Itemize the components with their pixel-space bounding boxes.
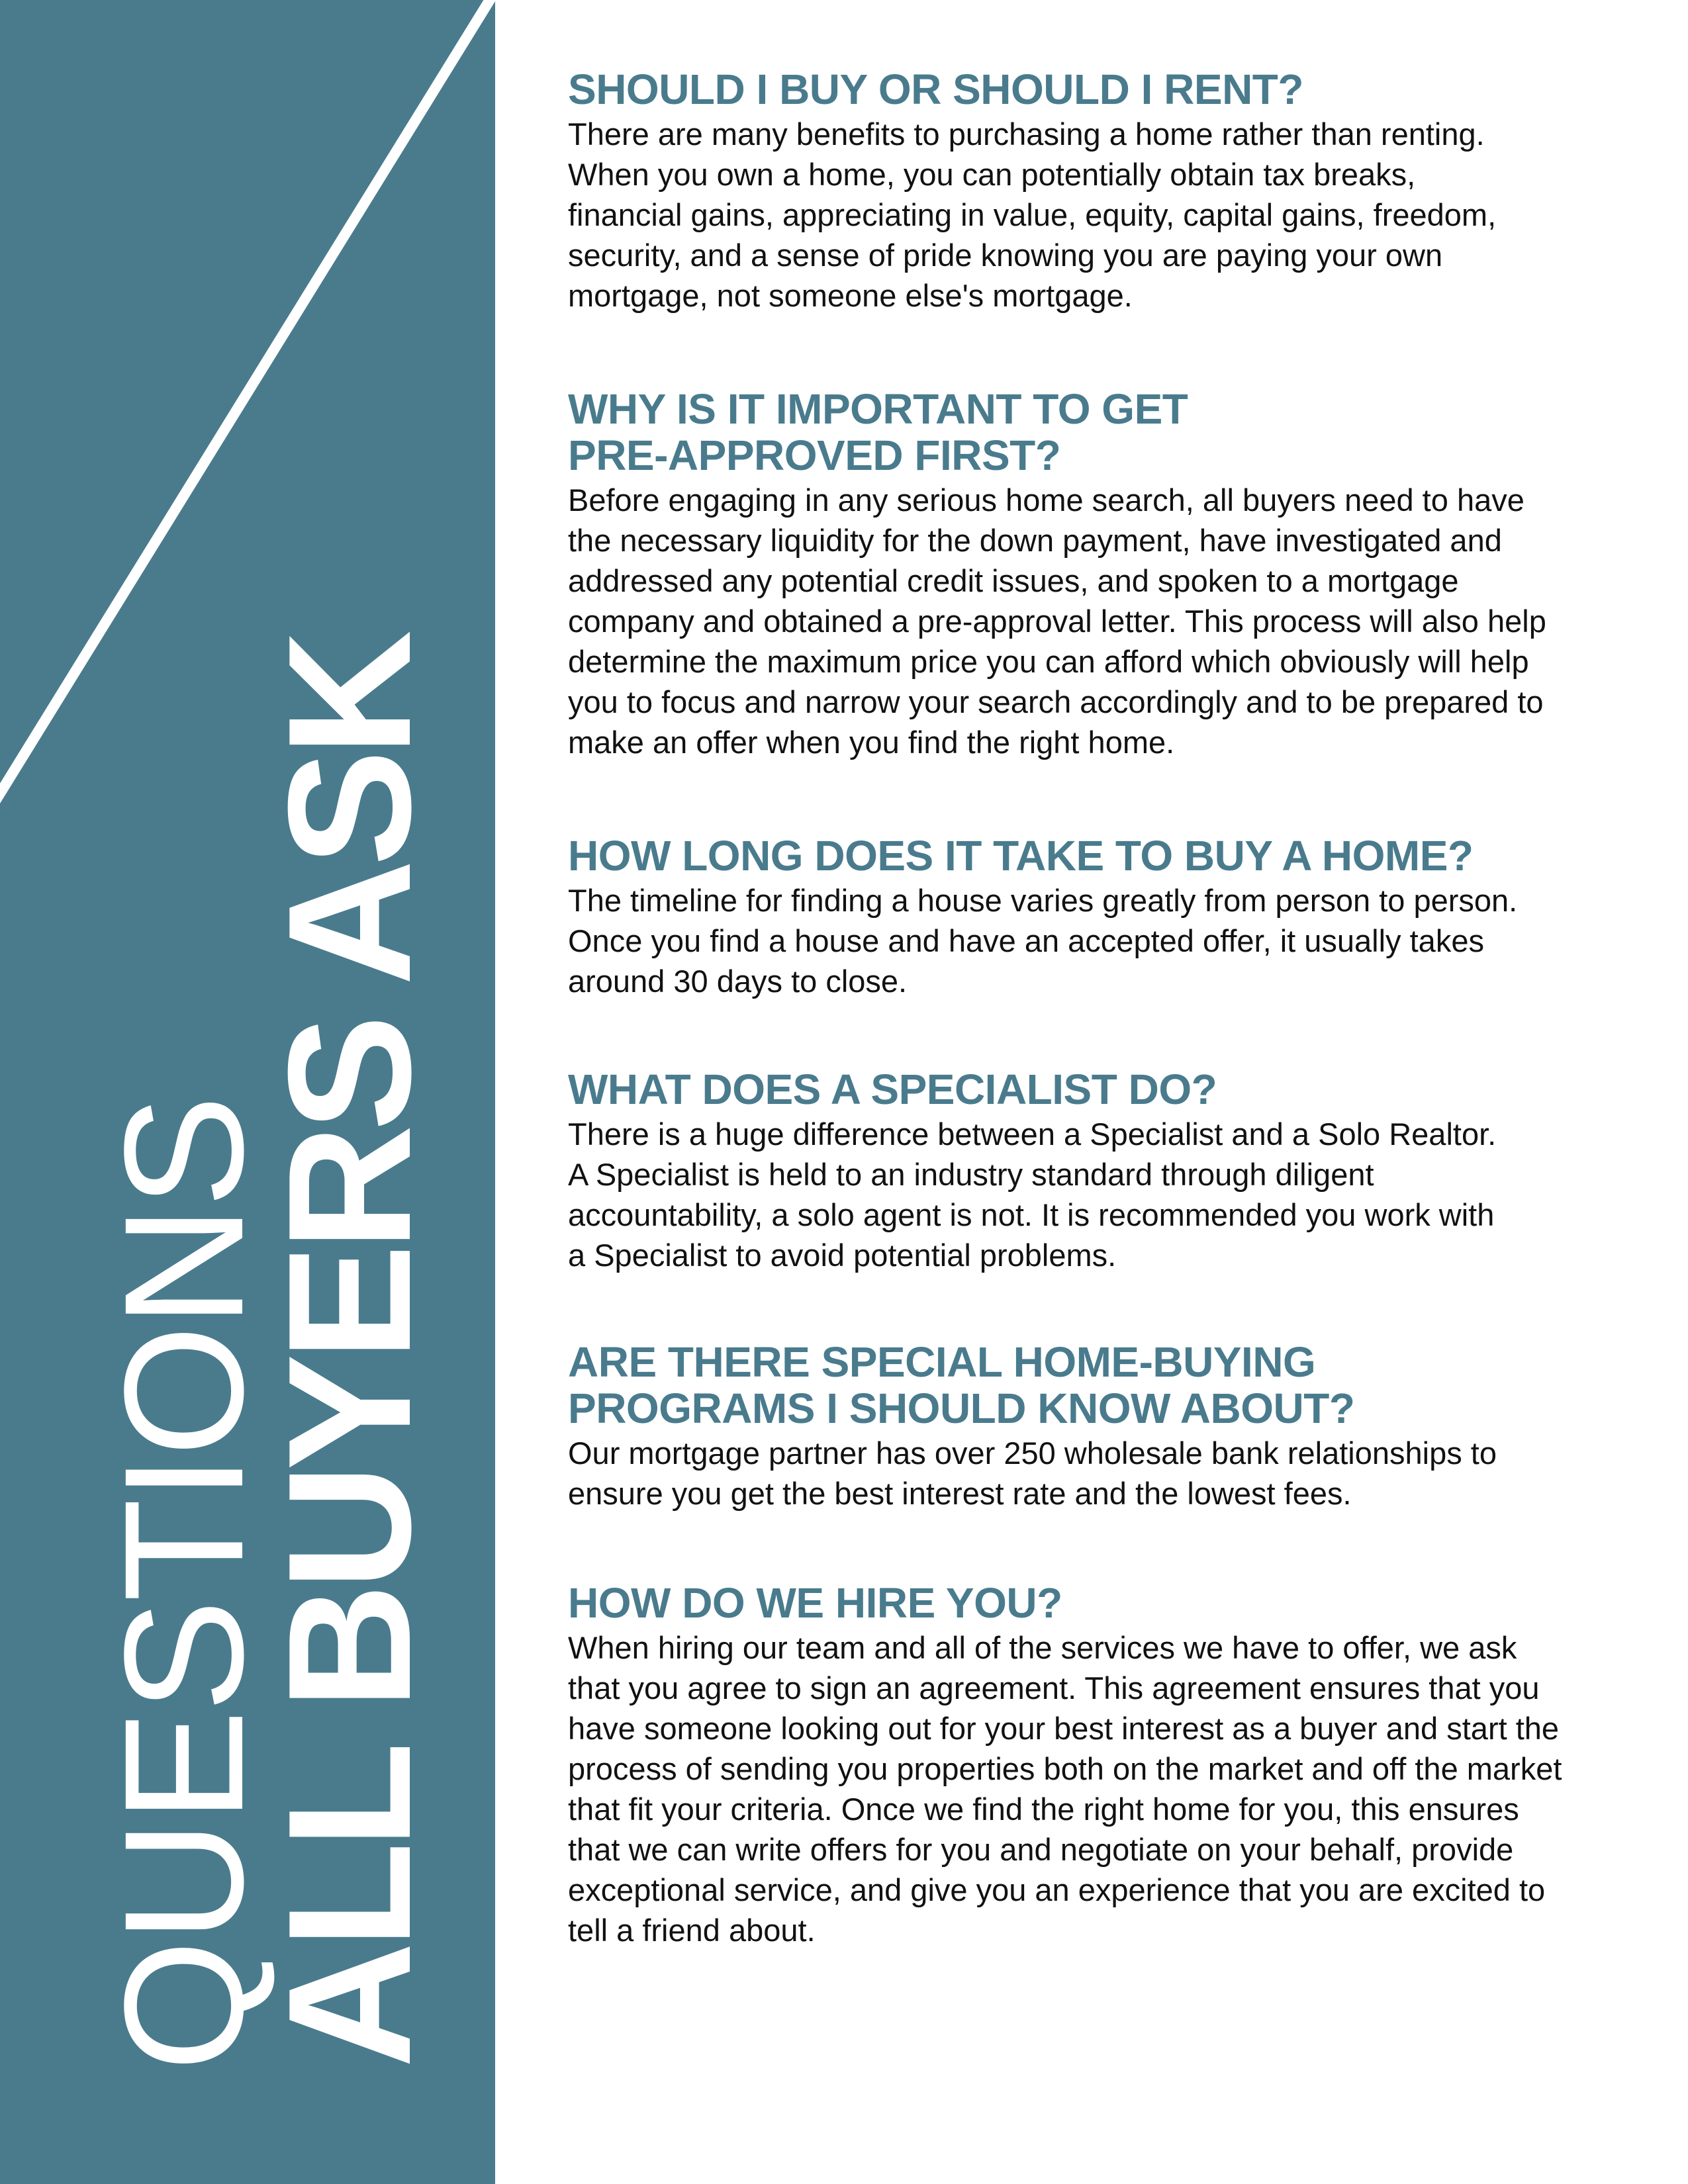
faq-question: WHY IS IT IMPORTANT TO GET PRE-APPROVED FIRST? <box>568 385 1188 479</box>
faq-answer: There is a huge difference between a Specialist and a Solo Realtor. A Specialist is held to an industry standard through diligent accountability, a solo agent is not. It is recommended you work with a Specialist to avoid potential problems. <box>568 1116 1497 1273</box>
faq-answer: The timeline for finding a house varies greatly from person to person. Once you find a house and have an accepted offer, it usually takes around 30 days to close. <box>568 883 1518 999</box>
faq-item-pre-approved <box>568 386 1601 762</box>
faq-question: ARE THERE SPECIAL HOME-BUYING PROGRAMS I SHOULD KNOW ABOUT? <box>568 1338 1355 1432</box>
faq-question: HOW DO WE HIRE YOU? <box>568 1579 1062 1627</box>
faq-answer: Our mortgage partner has over 250 wholesale bank relationships to ensure you get the best interest rate and the lowest fees. <box>568 1435 1497 1511</box>
faq-answer: Before engaging in any serious home search, all buyers need to have the necessary liquidity for the down payment, have investigated and addressed any potential credit issues, and spoken to a mortgage company and obtained a pre-approval letter. This process will also help determine the maximum price you can afford which obviously will help you to focus and narrow your search accordingly and to be prepared to make an offer when you find the right home. <box>568 482 1546 760</box>
faq-item-buy-or-rent <box>568 66 1601 316</box>
sidebar-title-questions: QUESTIONS <box>89 1097 279 2071</box>
faq-list <box>568 66 1601 1950</box>
faq-question: SHOULD I BUY OR SHOULD I RENT? <box>568 66 1303 113</box>
faq-item-how-long <box>568 833 1601 1001</box>
sidebar-title-all-buyers-ask: ALL BUYERS ASK <box>252 637 447 2068</box>
faq-question: HOW LONG DOES IT TAKE TO BUY A HOME? <box>568 832 1474 880</box>
faq-item-hire <box>568 1580 1601 1950</box>
faq-answer: There are many benefits to purchasing a home rather than renting. When you own a home, you can potentially obtain tax breaks, financial gains, appreciating in value, equity, capital gains, freedom, security, and a sense of pride knowing you are paying your own mortgage, not someone else's mortgage. <box>568 116 1497 313</box>
faq-item-programs <box>568 1339 1601 1514</box>
faq-item-specialist <box>568 1066 1601 1275</box>
faq-answer: When hiring our team and all of the services we have to offer, we ask that you agree to sign an agreement. This agreement ensures that you have someone looking out for your best interest as a buyer and start the process of sending you properties both on the market and off the market that fit your criteria. Once we find the right home for you, this ensures that we can write offers for you and negotiate on your behalf, provide exceptional service, and give you an experience that you are excited to tell a friend about. <box>568 1630 1562 1948</box>
sidebar-panel <box>0 0 495 2184</box>
faq-question: WHAT DOES A SPECIALIST DO? <box>568 1066 1217 1113</box>
